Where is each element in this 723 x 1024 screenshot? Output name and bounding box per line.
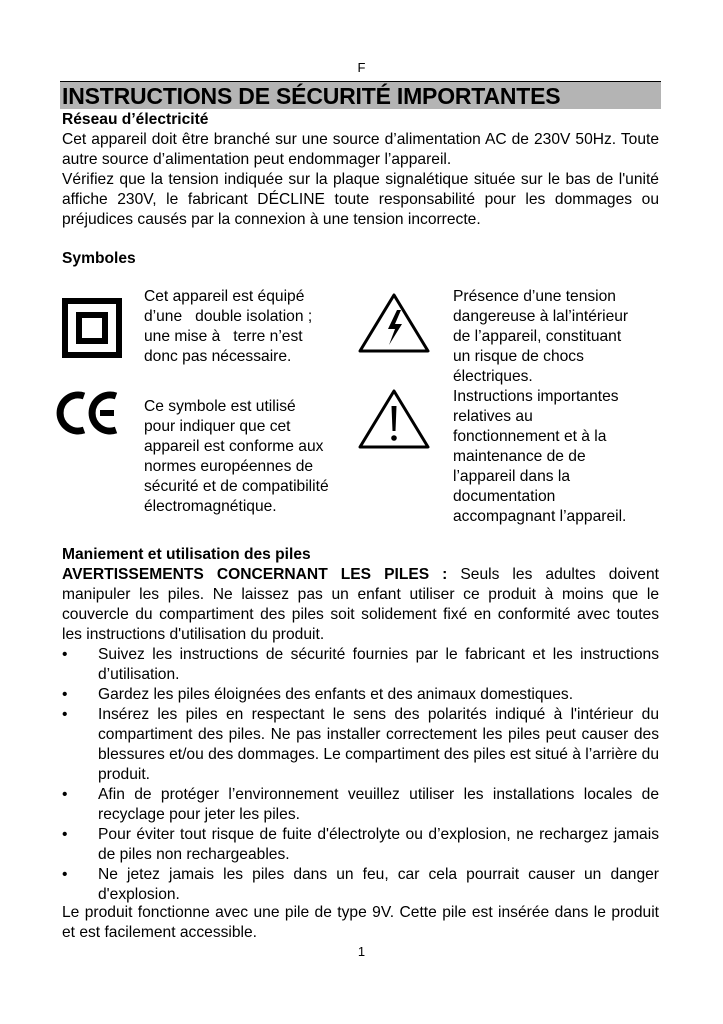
batteries-section — [62, 545, 659, 645]
network-paragraph-2: Vérifiez que la tension indiquée sur la plaque signalétique située sur le bas de l'unité affiche 230V, le fabricant DÉCLINE toute responsabilité pour les dommages ou préjudices causés par la connexion à une tension incorrecte. — [62, 171, 659, 228]
network-paragraph-1: Cet appareil doit être branché sur une source d’alimentation AC de 230V 50Hz. Toute autre source d’alimentation peut endommager l’appareil. — [62, 131, 659, 168]
list-item: • Afin de protéger l’environnement veuillez utiliser les installations locales de recyclage pour jeter les piles. — [62, 786, 659, 823]
list-item: • Gardez les piles éloignées des enfants et des animaux domestiques. — [62, 686, 574, 703]
batteries-warning — [62, 565, 659, 645]
list-item: • Insérez les piles en respectant le sens des polarités indiqué à l'intérieur du compartiment des piles. Ne pas installer correctement les piles peut causer des blessures et/ou des dommages. Le compartiment des piles est situé à l’arrière du produit. — [62, 706, 659, 783]
batteries-closing: Le produit fonctionne avec une pile de type 9V. Cette pile est insérée dans le produit et est facilement accessible. — [62, 904, 659, 941]
important-instructions-icon — [357, 388, 431, 450]
batteries-warning-text: Seuls les adultes doivent manipuler les piles. Ne laissez pas un enfant utiliser ce produit à moins que le couvercle du compartiment des piles soit solidement fixé en conformité avec toutes les instructions d'utilisation du produit. — [62, 566, 659, 643]
batteries-bullet-list — [62, 645, 659, 905]
double-insulation-text: Cet appareil est équipé d’une double isolation ; une mise à terre n’est donc pas nécessaire. — [144, 288, 313, 365]
batteries-warning-label: AVERTISSEMENTS CONCERNANT LES PILES : — [62, 566, 448, 583]
network-section — [62, 110, 659, 230]
ce-mark-text: Ce symbole est utilisé pour indiquer que cet appareil est conforme aux normes européennes de sécurité et de compatibilité électromagnétique. — [144, 398, 329, 515]
dangerous-voltage-icon — [357, 292, 431, 354]
ce-mark-icon — [56, 390, 122, 436]
page-title: INSTRUCTIONS DE SÉCURITÉ IMPORTANTES — [60, 81, 661, 109]
dangerous-voltage-text: Présence d’une tension dangereuse à lal’intérieur de l’appareil, constituant un risque de chocs électriques. — [453, 288, 629, 385]
symbols-heading: Symboles — [62, 250, 136, 267]
page-number: 1 — [357, 944, 366, 959]
list-item: • Suivez les instructions de sécurité fournies par le fabricant et les instructions d’utilisation. — [62, 646, 659, 683]
double-insulation-icon — [62, 298, 122, 358]
list-item: • Ne jetez jamais les piles dans un feu, car cela pourrait causer un danger d'explosion. — [62, 866, 659, 903]
batteries-heading: Maniement et utilisation des piles — [62, 546, 311, 563]
network-heading: Réseau d’électricité — [62, 111, 209, 128]
page-section-letter: F — [357, 60, 366, 75]
important-instructions-text: Instructions importantes relatives au fonctionnement et à la maintenance de de l’appareil dans la documentation accompagnant l’appareil. — [453, 388, 627, 525]
list-item: • Pour éviter tout risque de fuite d'électrolyte ou d’explosion, ne rechargez jamais de piles non rechargeables. — [62, 826, 659, 863]
